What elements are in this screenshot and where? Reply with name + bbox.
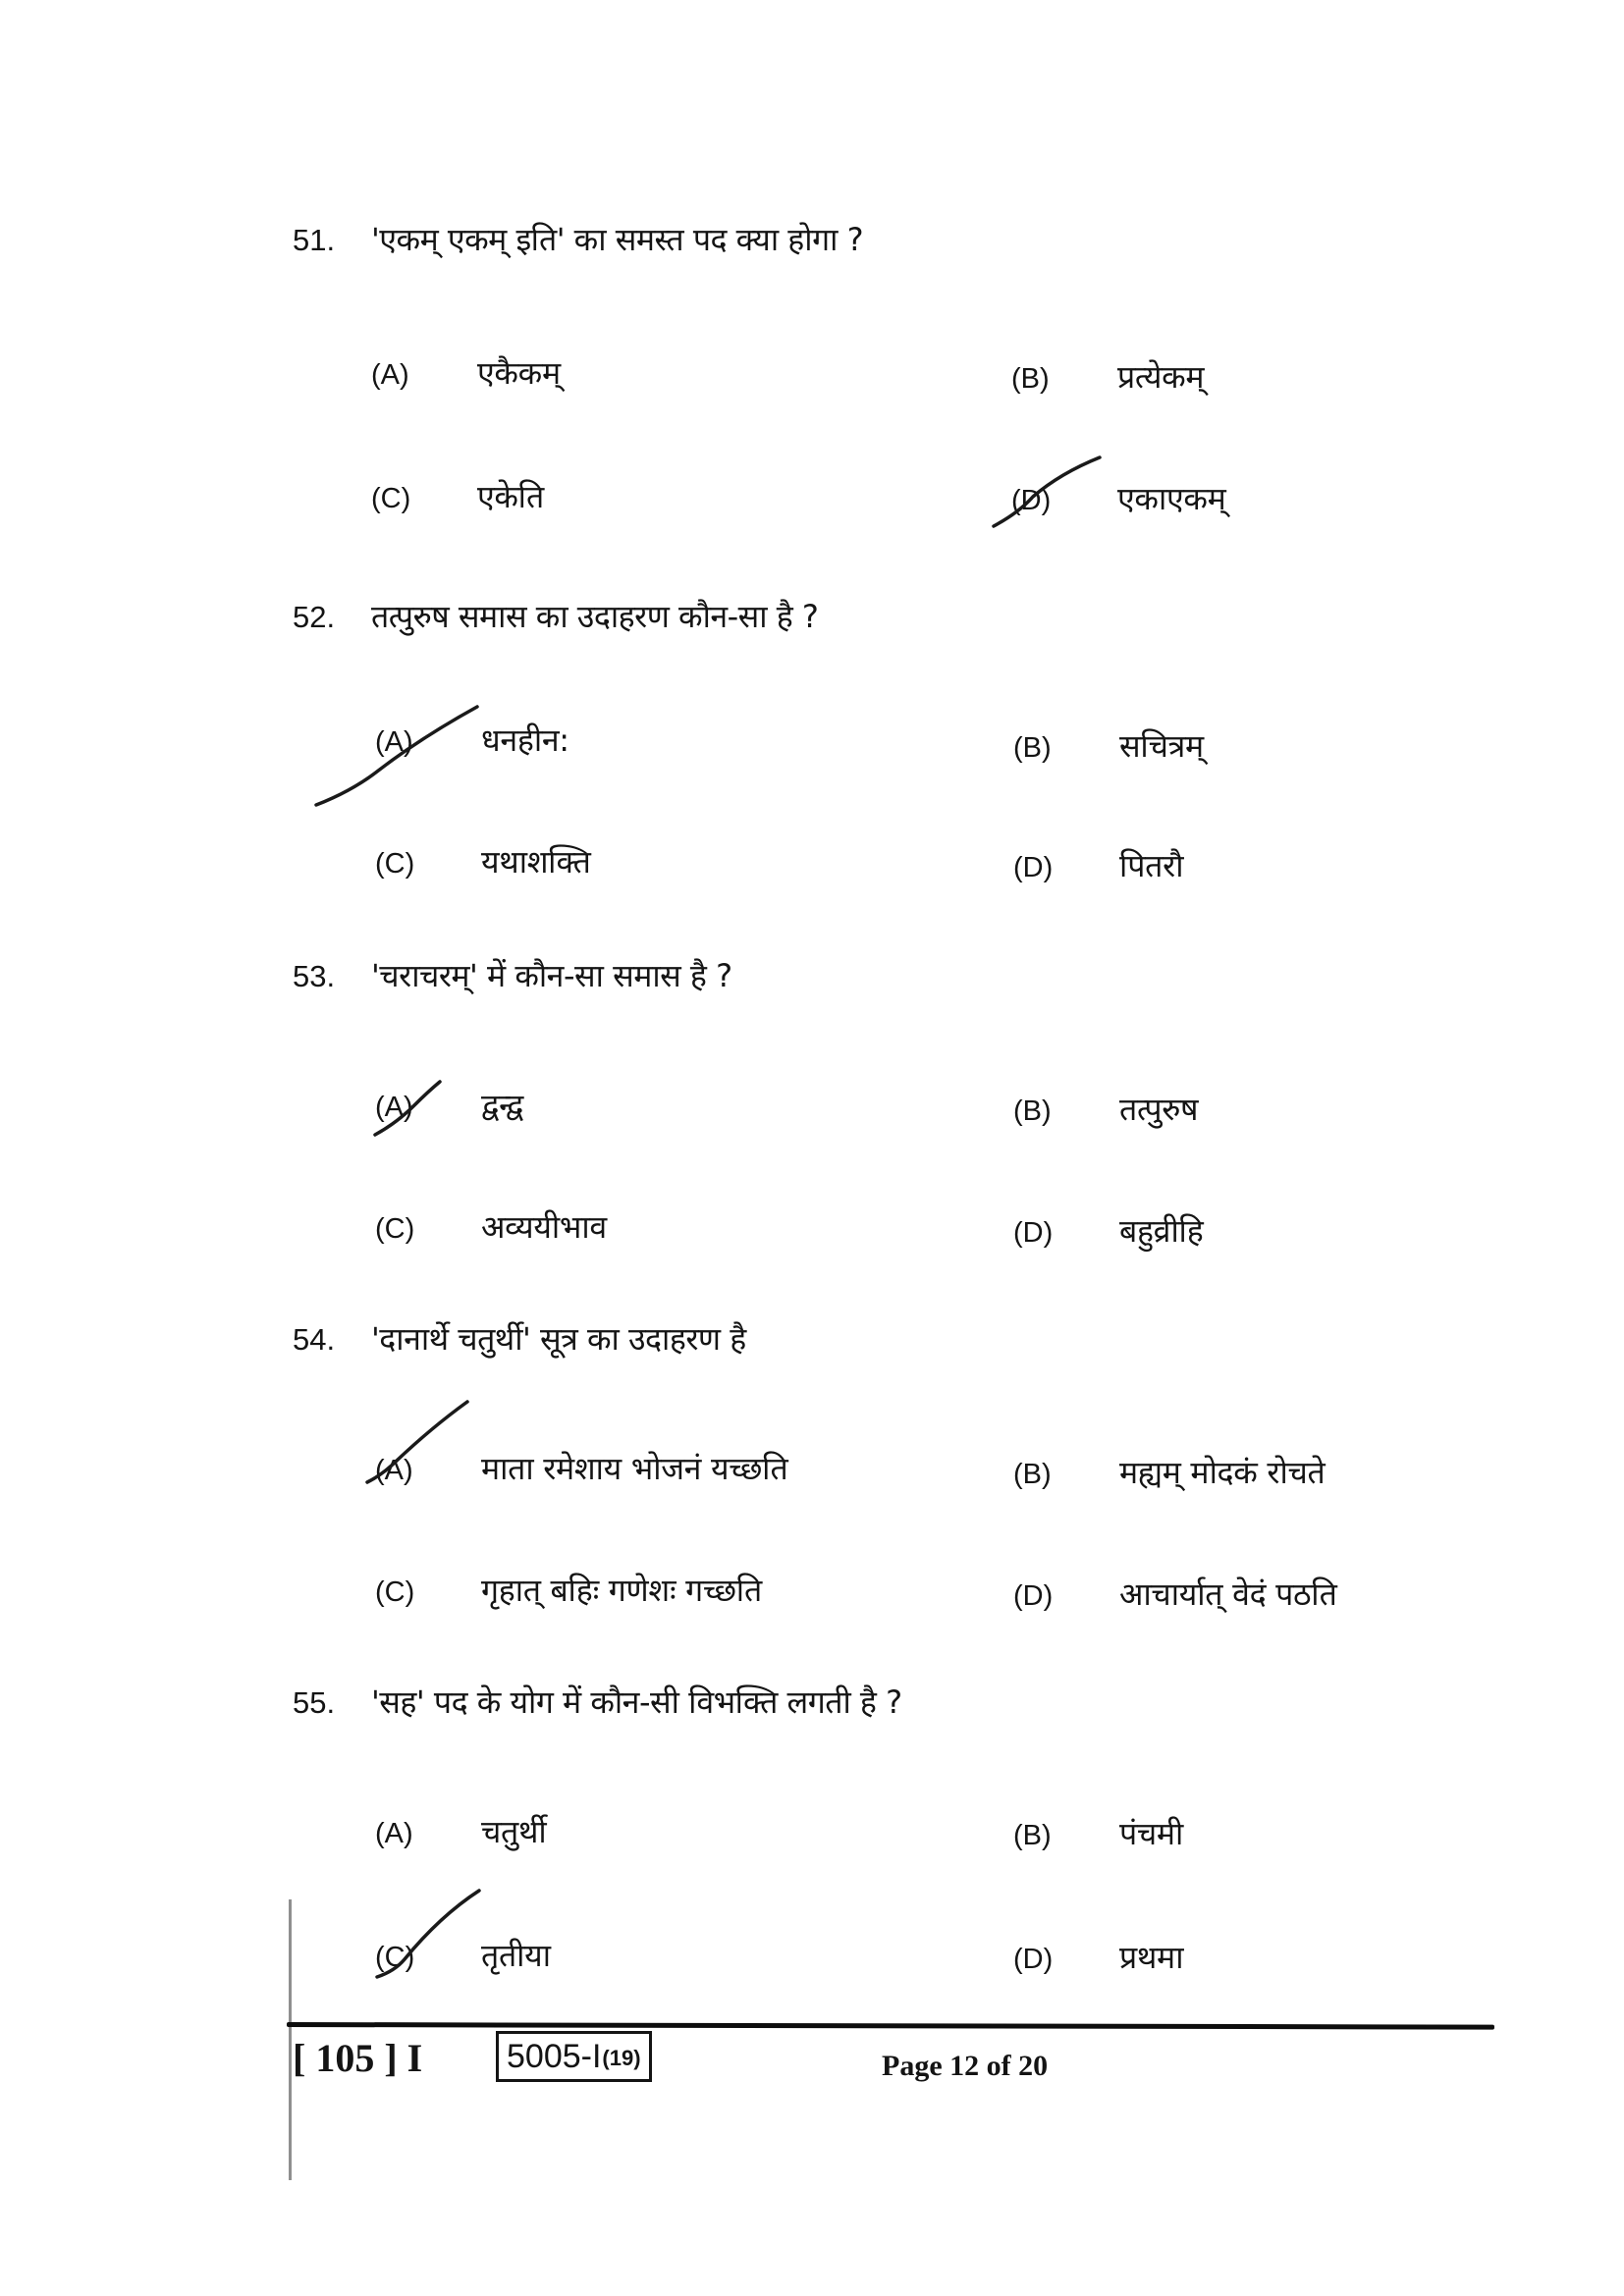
question-53-option-a[interactable] [375,1084,523,1126]
paper-code-sub: (19) [602,2046,641,2070]
option-text: तृतीया [481,1937,551,1974]
option-text: प्रथमा [1119,1939,1184,1976]
option-text: यथाशक्ति [481,843,591,881]
option-text: प्रत्येकम् [1117,358,1205,396]
option-label: (D) [1013,1217,1054,1249]
option-text: गृहात् बहिः गणेशः गच्छति [481,1572,762,1609]
option-text: चतुर्थी [481,1813,547,1850]
option-label: (D) [1013,1580,1054,1612]
option-text: बहुव्रीहि [1119,1212,1204,1250]
option-label: (A) [375,726,413,758]
question-55-option-a[interactable] [375,1810,546,1852]
option-label: (B) [1013,1459,1052,1490]
question-52-option-b[interactable] [1013,724,1204,767]
question-53-option-c[interactable] [375,1205,607,1248]
question-text: 'दानार्थे चतुर्थी' सूत्र का उदाहरण है [371,1320,746,1358]
question-number: 54. [293,1322,336,1357]
question-54-stem [293,1320,746,1358]
option-label: (D) [1013,852,1054,883]
question-number: 51. [293,223,336,257]
option-label: (A) [375,1818,413,1849]
option-text: पितरौ [1119,847,1184,884]
question-51-option-c[interactable] [371,475,544,517]
option-text: अव्ययीभाव [481,1208,607,1246]
question-51-option-a[interactable] [371,351,561,394]
question-text: 'चराचरम्' में कौन-सा समास है ? [371,957,732,994]
question-52-option-d[interactable] [1013,844,1183,886]
option-text: आचार्यात् वेदं पठति [1119,1575,1337,1613]
question-53-stem [293,957,732,994]
option-label: (B) [1013,732,1052,764]
question-number: 55. [293,1685,336,1720]
option-label: (A) [375,1455,413,1486]
footer-code-left: [ 105 ] I [293,2036,423,2080]
left-margin-line [289,1899,292,2180]
option-text: धनहीन: [481,721,569,759]
option-text: मह्यम् मोदकं रोचते [1119,1454,1326,1491]
option-text: पंचमी [1119,1815,1184,1852]
option-text: सचित्रम् [1119,727,1204,765]
question-text: तत्पुरुष समास का उदाहरण कौन-सा है ? [371,598,819,635]
question-53-option-b[interactable] [1013,1088,1198,1130]
option-label: (D) [1013,1944,1054,1975]
option-label: (B) [1013,1095,1052,1127]
question-51-option-d[interactable] [1011,477,1225,519]
question-52-stem [293,598,819,635]
question-text: 'एकम् एकम् इति' का समस्त पद क्या होगा ? [371,221,864,258]
question-53-option-d[interactable] [1013,1209,1203,1252]
question-54-option-c[interactable] [375,1569,762,1611]
question-number: 52. [293,600,336,634]
question-51-stem [293,221,864,258]
page-number-label: Page 12 of 20 [882,2050,1049,2082]
option-label: (D) [1011,485,1052,516]
paper-code-box [496,2031,652,2082]
option-text: तत्पुरुष [1119,1091,1199,1128]
option-label: (C) [375,848,415,880]
question-text: 'सह' पद के योग में कौन-सी विभक्ति लगती है ? [371,1683,902,1721]
question-54-option-d[interactable] [1013,1573,1337,1615]
question-52-option-a[interactable] [375,719,569,761]
option-label: (C) [375,1213,415,1245]
option-label: (C) [375,1942,415,1973]
footer-divider [287,2022,1494,2030]
option-text: एकेति [477,478,544,515]
option-text: एकाएकम् [1117,480,1226,517]
question-55-option-c[interactable] [375,1934,551,1976]
option-text: एकैकम् [477,354,561,392]
question-54-option-a[interactable] [375,1447,787,1489]
question-51-option-b[interactable] [1011,355,1204,398]
option-label: (C) [375,1576,415,1608]
paper-code: 5005-I [507,2037,602,2075]
question-54-option-b[interactable] [1013,1451,1325,1493]
question-number: 53. [293,959,336,993]
question-55-option-d[interactable] [1013,1936,1183,1978]
option-label: (C) [371,483,411,514]
option-text: माता रमेशाय भोजनं यच्छति [481,1450,788,1487]
option-label: (B) [1011,363,1050,395]
question-55-stem [293,1683,902,1721]
question-52-option-c[interactable] [375,840,591,882]
option-label: (A) [375,1092,413,1123]
option-label: (B) [1013,1820,1052,1851]
option-label: (A) [371,359,409,391]
option-text: द्वन्द्व [481,1087,524,1124]
question-55-option-b[interactable] [1013,1812,1183,1854]
